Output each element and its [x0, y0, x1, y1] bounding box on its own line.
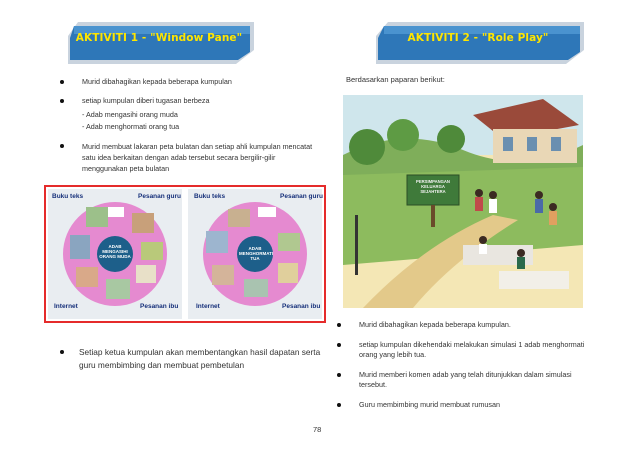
- list-item: [359, 370, 599, 390]
- role-play-illustration: [343, 95, 583, 308]
- list-item-text: Guru membimbing murid membuat rumusan: [359, 400, 501, 409]
- list-item-text: Murid dibahagikan kepada beberapa kumpulan: [82, 77, 232, 86]
- corner-label: Pesanan guru: [138, 193, 181, 200]
- activity-1-title: AKTIVITI 1 - "Window Pane": [75, 32, 243, 44]
- center-label: ADAB MENGHORMATI TUA: [239, 246, 274, 261]
- center-label: ADAB MENGASIHI ORANG MUDA: [99, 244, 131, 259]
- list-item-text: setiap kumpulan dikehendaki melakukan simulasi 1 adab menghormati orang yang lebih tua.: [359, 340, 585, 359]
- page-number: 78: [313, 425, 322, 434]
- corner-label: Pesanan ibu: [140, 303, 179, 310]
- list-item: [359, 340, 599, 360]
- bullet-icon: [337, 323, 341, 327]
- activity-2-banner: [368, 20, 588, 66]
- list-item: [82, 141, 322, 174]
- bullet-icon: [337, 403, 341, 407]
- role-play-svg: [343, 95, 583, 308]
- list-item: [359, 320, 599, 330]
- list-item: [82, 96, 322, 132]
- bullet-icon: [60, 99, 64, 103]
- list-item-text: Murid membuat lakaran peta bulatan dan setiap ahli kumpulan mencatat satu idea berkaitan dengan adab tersebut secara bergilir-gilir menggunakan peta bulatan: [82, 142, 313, 173]
- signboard-text: PERSIMPANGAN KELUARGA SEJAHTERA: [416, 179, 450, 194]
- corner-label: Pesanan guru: [280, 193, 323, 200]
- list-item: [359, 400, 599, 410]
- window-pane-svg: [46, 187, 324, 321]
- bullet-icon: [60, 144, 64, 148]
- corner-label: Internet: [196, 303, 220, 310]
- activity-1-steps: [82, 77, 322, 183]
- list-item-text: setiap kumpulan diberi tugasan berbeza: [82, 96, 210, 105]
- activity-2-title: AKTIVITI 2 - "Role Play": [407, 32, 549, 44]
- activity-2-steps: [359, 320, 599, 420]
- bullet-icon: [337, 373, 341, 377]
- corner-label: Internet: [54, 303, 78, 310]
- list-item-text: Murid memberi komen adab yang telah ditunjukkan dalam simulasi tersebut.: [359, 370, 572, 389]
- activity-2-intro: Berdasarkan paparan berikut:: [346, 75, 445, 84]
- sub-item-text: - Adab mengasihi orang muda: [82, 110, 178, 119]
- note-text: Setiap ketua kumpulan akan membentangkan hasil dapatan serta guru membimbing dan membuat pembetulan: [79, 347, 321, 370]
- list-item-text: Murid dibahagikan kepada beberapa kumpulan.: [359, 320, 511, 329]
- bullet-icon: [60, 80, 64, 84]
- window-pane-illustration: [44, 185, 326, 323]
- bullet-icon: [337, 343, 341, 347]
- corner-label: Buku teks: [194, 193, 226, 200]
- list-item: [82, 77, 322, 87]
- sub-item-text: - Adab menghormati orang tua: [82, 122, 180, 131]
- activity-1-note: [79, 346, 329, 372]
- corner-label: Pesanan ibu: [282, 303, 321, 310]
- corner-label: Buku teks: [52, 193, 84, 200]
- bullet-icon: [60, 350, 64, 354]
- activity-1-banner: [60, 20, 258, 66]
